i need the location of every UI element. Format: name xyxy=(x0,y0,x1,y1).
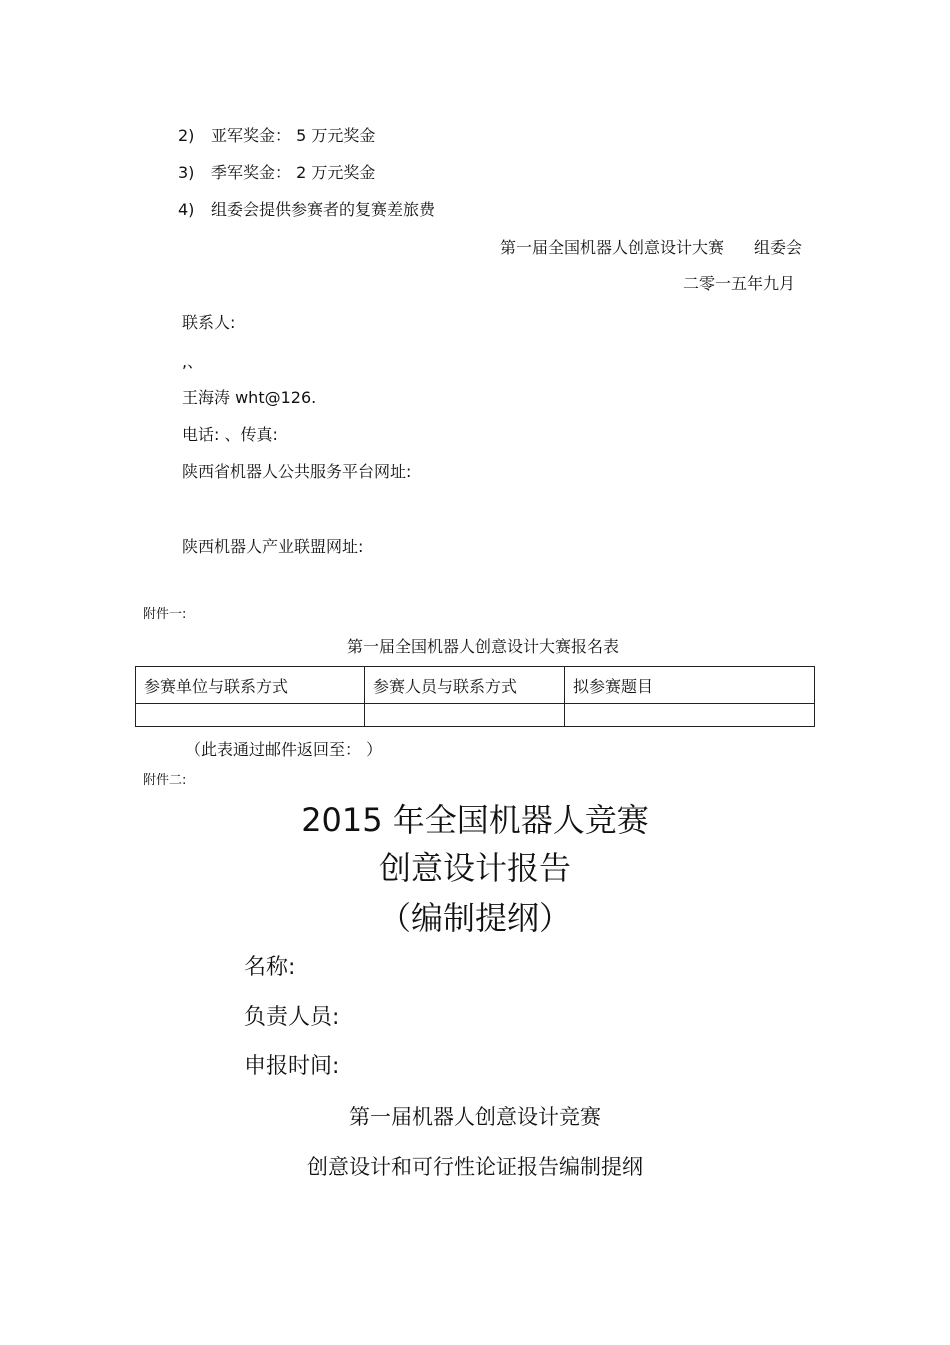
prize-item xyxy=(178,200,435,220)
report-title-line2: 创意设计报告 xyxy=(378,849,571,887)
prize-text: 亚军奖金： 5 万元奖金 xyxy=(211,126,376,145)
prize-number: 3) xyxy=(178,163,195,182)
prize-item xyxy=(178,163,375,183)
organizer-name: 第一届全国机器人创意设计大赛 xyxy=(499,238,724,257)
table-header-cell: 参赛单位与联系方式 xyxy=(136,667,365,704)
report-title-line1: 2015 年全国机器人竞赛 xyxy=(301,801,649,839)
alliance-url-label: 陕西机器人产业联盟网址: xyxy=(182,537,364,556)
table-header-cell: 参赛人员与联系方式 xyxy=(365,667,565,704)
attachment1-label: 附件一: xyxy=(143,607,187,622)
table-row xyxy=(136,704,815,727)
report-subtitle2: 创意设计和可行性论证报告编制提纲 xyxy=(307,1155,643,1179)
report-subtitle1: 第一届机器人创意设计竞赛 xyxy=(349,1105,601,1129)
attachment2-label: 附件二: xyxy=(143,773,187,788)
contact-name-email: 王海涛 wht@126. xyxy=(182,388,317,407)
contact-phone: 电话: 、传真: xyxy=(182,425,278,444)
table-cell[interactable] xyxy=(565,704,815,727)
registration-table xyxy=(135,666,815,727)
registration-form-title: 第一届全国机器人创意设计大赛报名表 xyxy=(346,637,619,656)
field-responsible-label: 负责人员: xyxy=(244,1005,340,1030)
field-date-label: 申报时间: xyxy=(244,1054,340,1079)
prize-number: 2) xyxy=(178,126,195,145)
platform-url-label: 陕西省机器人公共服务平台网址: xyxy=(182,462,412,481)
table-cell[interactable] xyxy=(136,704,365,727)
prize-text: 季军奖金： 2 万元奖金 xyxy=(211,163,376,182)
form-return-note: （此表通过邮件返回至： ） xyxy=(185,740,383,759)
table-cell[interactable] xyxy=(365,704,565,727)
table-header-cell: 拟参赛题目 xyxy=(565,667,815,704)
prize-number: 4) xyxy=(178,200,195,219)
table-header-row xyxy=(136,667,815,704)
prize-text: 组委会提供参赛者的复赛差旅费 xyxy=(211,200,436,219)
signature-date: 二零一五年九月 xyxy=(682,274,795,293)
prize-item xyxy=(178,126,375,146)
field-name-label: 名称: xyxy=(244,955,296,980)
organizer-signature xyxy=(500,238,802,258)
contact-label: 联系人: xyxy=(182,313,236,332)
report-title-line3: （编制提纲） xyxy=(378,899,571,937)
committee-name: 组委会 xyxy=(753,238,802,257)
contact-marks: ,、 xyxy=(182,352,204,371)
